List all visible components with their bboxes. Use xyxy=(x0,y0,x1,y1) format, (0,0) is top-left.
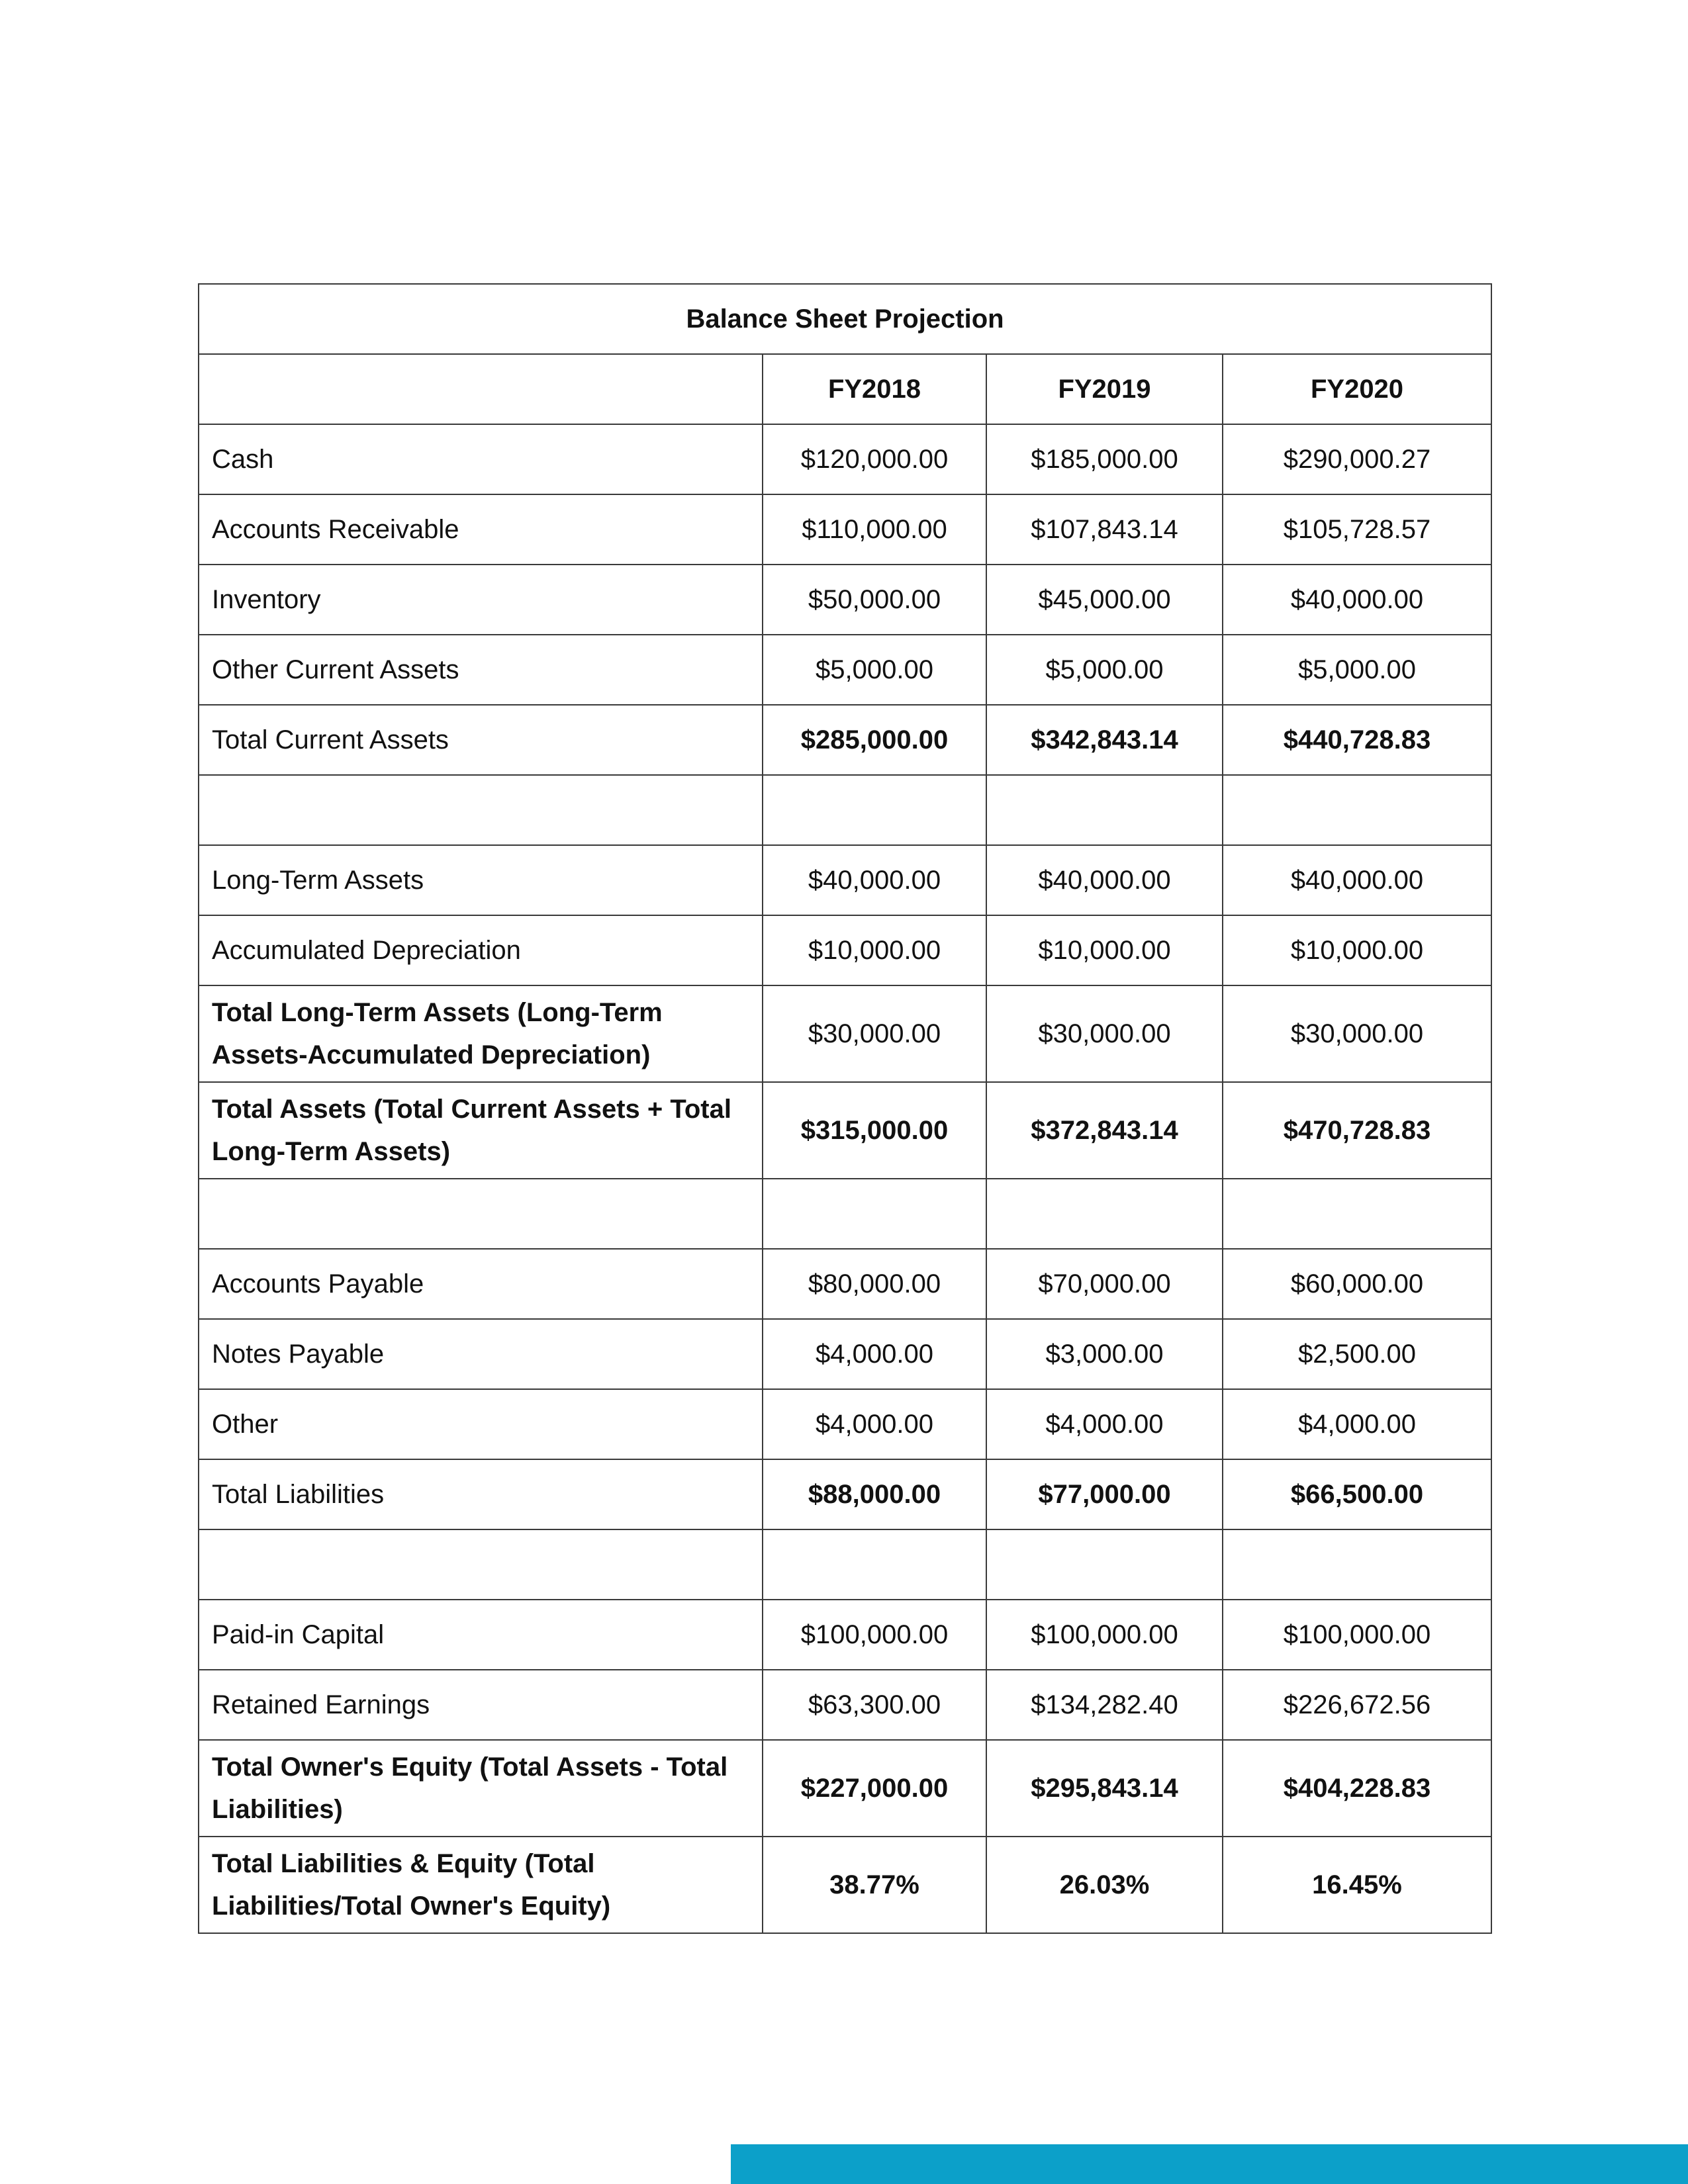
row-value-fy2020: $470,728.83 xyxy=(1223,1082,1491,1179)
row-value-fy2020: $60,000.00 xyxy=(1223,1249,1491,1319)
row-value-fy2019: $70,000.00 xyxy=(986,1249,1223,1319)
table-row xyxy=(199,1319,1491,1389)
row-value-fy2019: 26.03% xyxy=(986,1837,1223,1933)
row-value-fy2019: $342,843.14 xyxy=(986,705,1223,775)
row-value-fy2020: $290,000.27 xyxy=(1223,424,1491,494)
row-label xyxy=(199,1179,763,1249)
row-value-fy2018 xyxy=(763,1529,986,1600)
row-value-fy2018: 38.77% xyxy=(763,1837,986,1933)
row-value-fy2018: $80,000.00 xyxy=(763,1249,986,1319)
row-value-fy2018: $285,000.00 xyxy=(763,705,986,775)
table-row xyxy=(199,1249,1491,1319)
row-label: Long-Term Assets xyxy=(199,845,763,915)
row-label: Retained Earnings xyxy=(199,1670,763,1740)
title-row xyxy=(199,284,1491,354)
row-value-fy2019: $3,000.00 xyxy=(986,1319,1223,1389)
row-value-fy2020 xyxy=(1223,1529,1491,1600)
row-label: Inventory xyxy=(199,565,763,635)
balance-sheet-table xyxy=(198,283,1492,1934)
row-label: Other Current Assets xyxy=(199,635,763,705)
row-value-fy2019: $100,000.00 xyxy=(986,1600,1223,1670)
table-row xyxy=(199,1459,1491,1529)
row-value-fy2018: $40,000.00 xyxy=(763,845,986,915)
row-value-fy2019: $295,843.14 xyxy=(986,1740,1223,1837)
row-label xyxy=(199,775,763,845)
row-value-fy2019 xyxy=(986,1529,1223,1600)
row-label: Total Current Assets xyxy=(199,705,763,775)
spacer-row xyxy=(199,1179,1491,1249)
row-label: Total Liabilities xyxy=(199,1459,763,1529)
row-value-fy2019: $10,000.00 xyxy=(986,915,1223,985)
table-row xyxy=(199,915,1491,985)
row-value-fy2020: $40,000.00 xyxy=(1223,565,1491,635)
row-value-fy2019: $45,000.00 xyxy=(986,565,1223,635)
column-header-fy2018: FY2018 xyxy=(763,354,986,424)
row-label: Accumulated Depreciation xyxy=(199,915,763,985)
table-row xyxy=(199,705,1491,775)
row-value-fy2020: $2,500.00 xyxy=(1223,1319,1491,1389)
row-value-fy2020: $4,000.00 xyxy=(1223,1389,1491,1459)
row-label: Notes Payable xyxy=(199,1319,763,1389)
row-value-fy2018 xyxy=(763,775,986,845)
row-value-fy2019: $4,000.00 xyxy=(986,1389,1223,1459)
row-value-fy2019 xyxy=(986,1179,1223,1249)
row-label: Total Liabilities & Equity (Total Liabilities/Total Owner's Equity) xyxy=(199,1837,763,1933)
row-value-fy2018: $10,000.00 xyxy=(763,915,986,985)
row-value-fy2019: $107,843.14 xyxy=(986,494,1223,565)
footer-accent-bar xyxy=(731,2144,1688,2184)
row-value-fy2020: $10,000.00 xyxy=(1223,915,1491,985)
row-value-fy2019: $134,282.40 xyxy=(986,1670,1223,1740)
row-value-fy2019: $372,843.14 xyxy=(986,1082,1223,1179)
table-row xyxy=(199,1082,1491,1179)
row-value-fy2018: $4,000.00 xyxy=(763,1389,986,1459)
row-value-fy2019: $77,000.00 xyxy=(986,1459,1223,1529)
table-row xyxy=(199,494,1491,565)
row-value-fy2018 xyxy=(763,1179,986,1249)
row-value-fy2018: $315,000.00 xyxy=(763,1082,986,1179)
header-label-empty xyxy=(199,354,763,424)
row-label: Cash xyxy=(199,424,763,494)
table-row xyxy=(199,1837,1491,1933)
row-value-fy2020 xyxy=(1223,1179,1491,1249)
row-value-fy2020: $66,500.00 xyxy=(1223,1459,1491,1529)
row-value-fy2018: $63,300.00 xyxy=(763,1670,986,1740)
header-row xyxy=(199,354,1491,424)
row-value-fy2020 xyxy=(1223,775,1491,845)
row-value-fy2019: $40,000.00 xyxy=(986,845,1223,915)
row-label xyxy=(199,1529,763,1600)
row-value-fy2020: $105,728.57 xyxy=(1223,494,1491,565)
row-value-fy2019 xyxy=(986,775,1223,845)
table-row xyxy=(199,1600,1491,1670)
table-row xyxy=(199,1740,1491,1837)
row-value-fy2019: $30,000.00 xyxy=(986,985,1223,1082)
row-value-fy2018: $30,000.00 xyxy=(763,985,986,1082)
row-label: Total Owner's Equity (Total Assets - Total Liabilities) xyxy=(199,1740,763,1837)
row-value-fy2018: $50,000.00 xyxy=(763,565,986,635)
column-header-fy2020: FY2020 xyxy=(1223,354,1491,424)
row-value-fy2020: $440,728.83 xyxy=(1223,705,1491,775)
row-label: Other xyxy=(199,1389,763,1459)
table-row xyxy=(199,424,1491,494)
spacer-row xyxy=(199,1529,1491,1600)
row-value-fy2019: $5,000.00 xyxy=(986,635,1223,705)
row-value-fy2020: 16.45% xyxy=(1223,1837,1491,1933)
row-value-fy2018: $227,000.00 xyxy=(763,1740,986,1837)
row-value-fy2019: $185,000.00 xyxy=(986,424,1223,494)
row-value-fy2018: $88,000.00 xyxy=(763,1459,986,1529)
column-header-fy2019: FY2019 xyxy=(986,354,1223,424)
row-value-fy2018: $120,000.00 xyxy=(763,424,986,494)
row-value-fy2018: $5,000.00 xyxy=(763,635,986,705)
row-label: Total Assets (Total Current Assets + Total Long-Term Assets) xyxy=(199,1082,763,1179)
table-row xyxy=(199,985,1491,1082)
row-value-fy2020: $30,000.00 xyxy=(1223,985,1491,1082)
row-value-fy2020: $226,672.56 xyxy=(1223,1670,1491,1740)
row-label: Accounts Receivable xyxy=(199,494,763,565)
row-label: Accounts Payable xyxy=(199,1249,763,1319)
row-value-fy2018: $100,000.00 xyxy=(763,1600,986,1670)
row-value-fy2018: $4,000.00 xyxy=(763,1319,986,1389)
row-value-fy2020: $40,000.00 xyxy=(1223,845,1491,915)
table-row xyxy=(199,1389,1491,1459)
balance-sheet-body xyxy=(199,284,1491,1933)
row-value-fy2020: $404,228.83 xyxy=(1223,1740,1491,1837)
table-row xyxy=(199,565,1491,635)
row-value-fy2020: $100,000.00 xyxy=(1223,1600,1491,1670)
row-value-fy2020: $5,000.00 xyxy=(1223,635,1491,705)
spacer-row xyxy=(199,775,1491,845)
table-row xyxy=(199,1670,1491,1740)
row-label: Paid-in Capital xyxy=(199,1600,763,1670)
table-row xyxy=(199,845,1491,915)
row-value-fy2018: $110,000.00 xyxy=(763,494,986,565)
table-title: Balance Sheet Projection xyxy=(199,284,1491,354)
table-row xyxy=(199,635,1491,705)
row-label: Total Long-Term Assets (Long-Term Assets-Accumulated Depreciation) xyxy=(199,985,763,1082)
